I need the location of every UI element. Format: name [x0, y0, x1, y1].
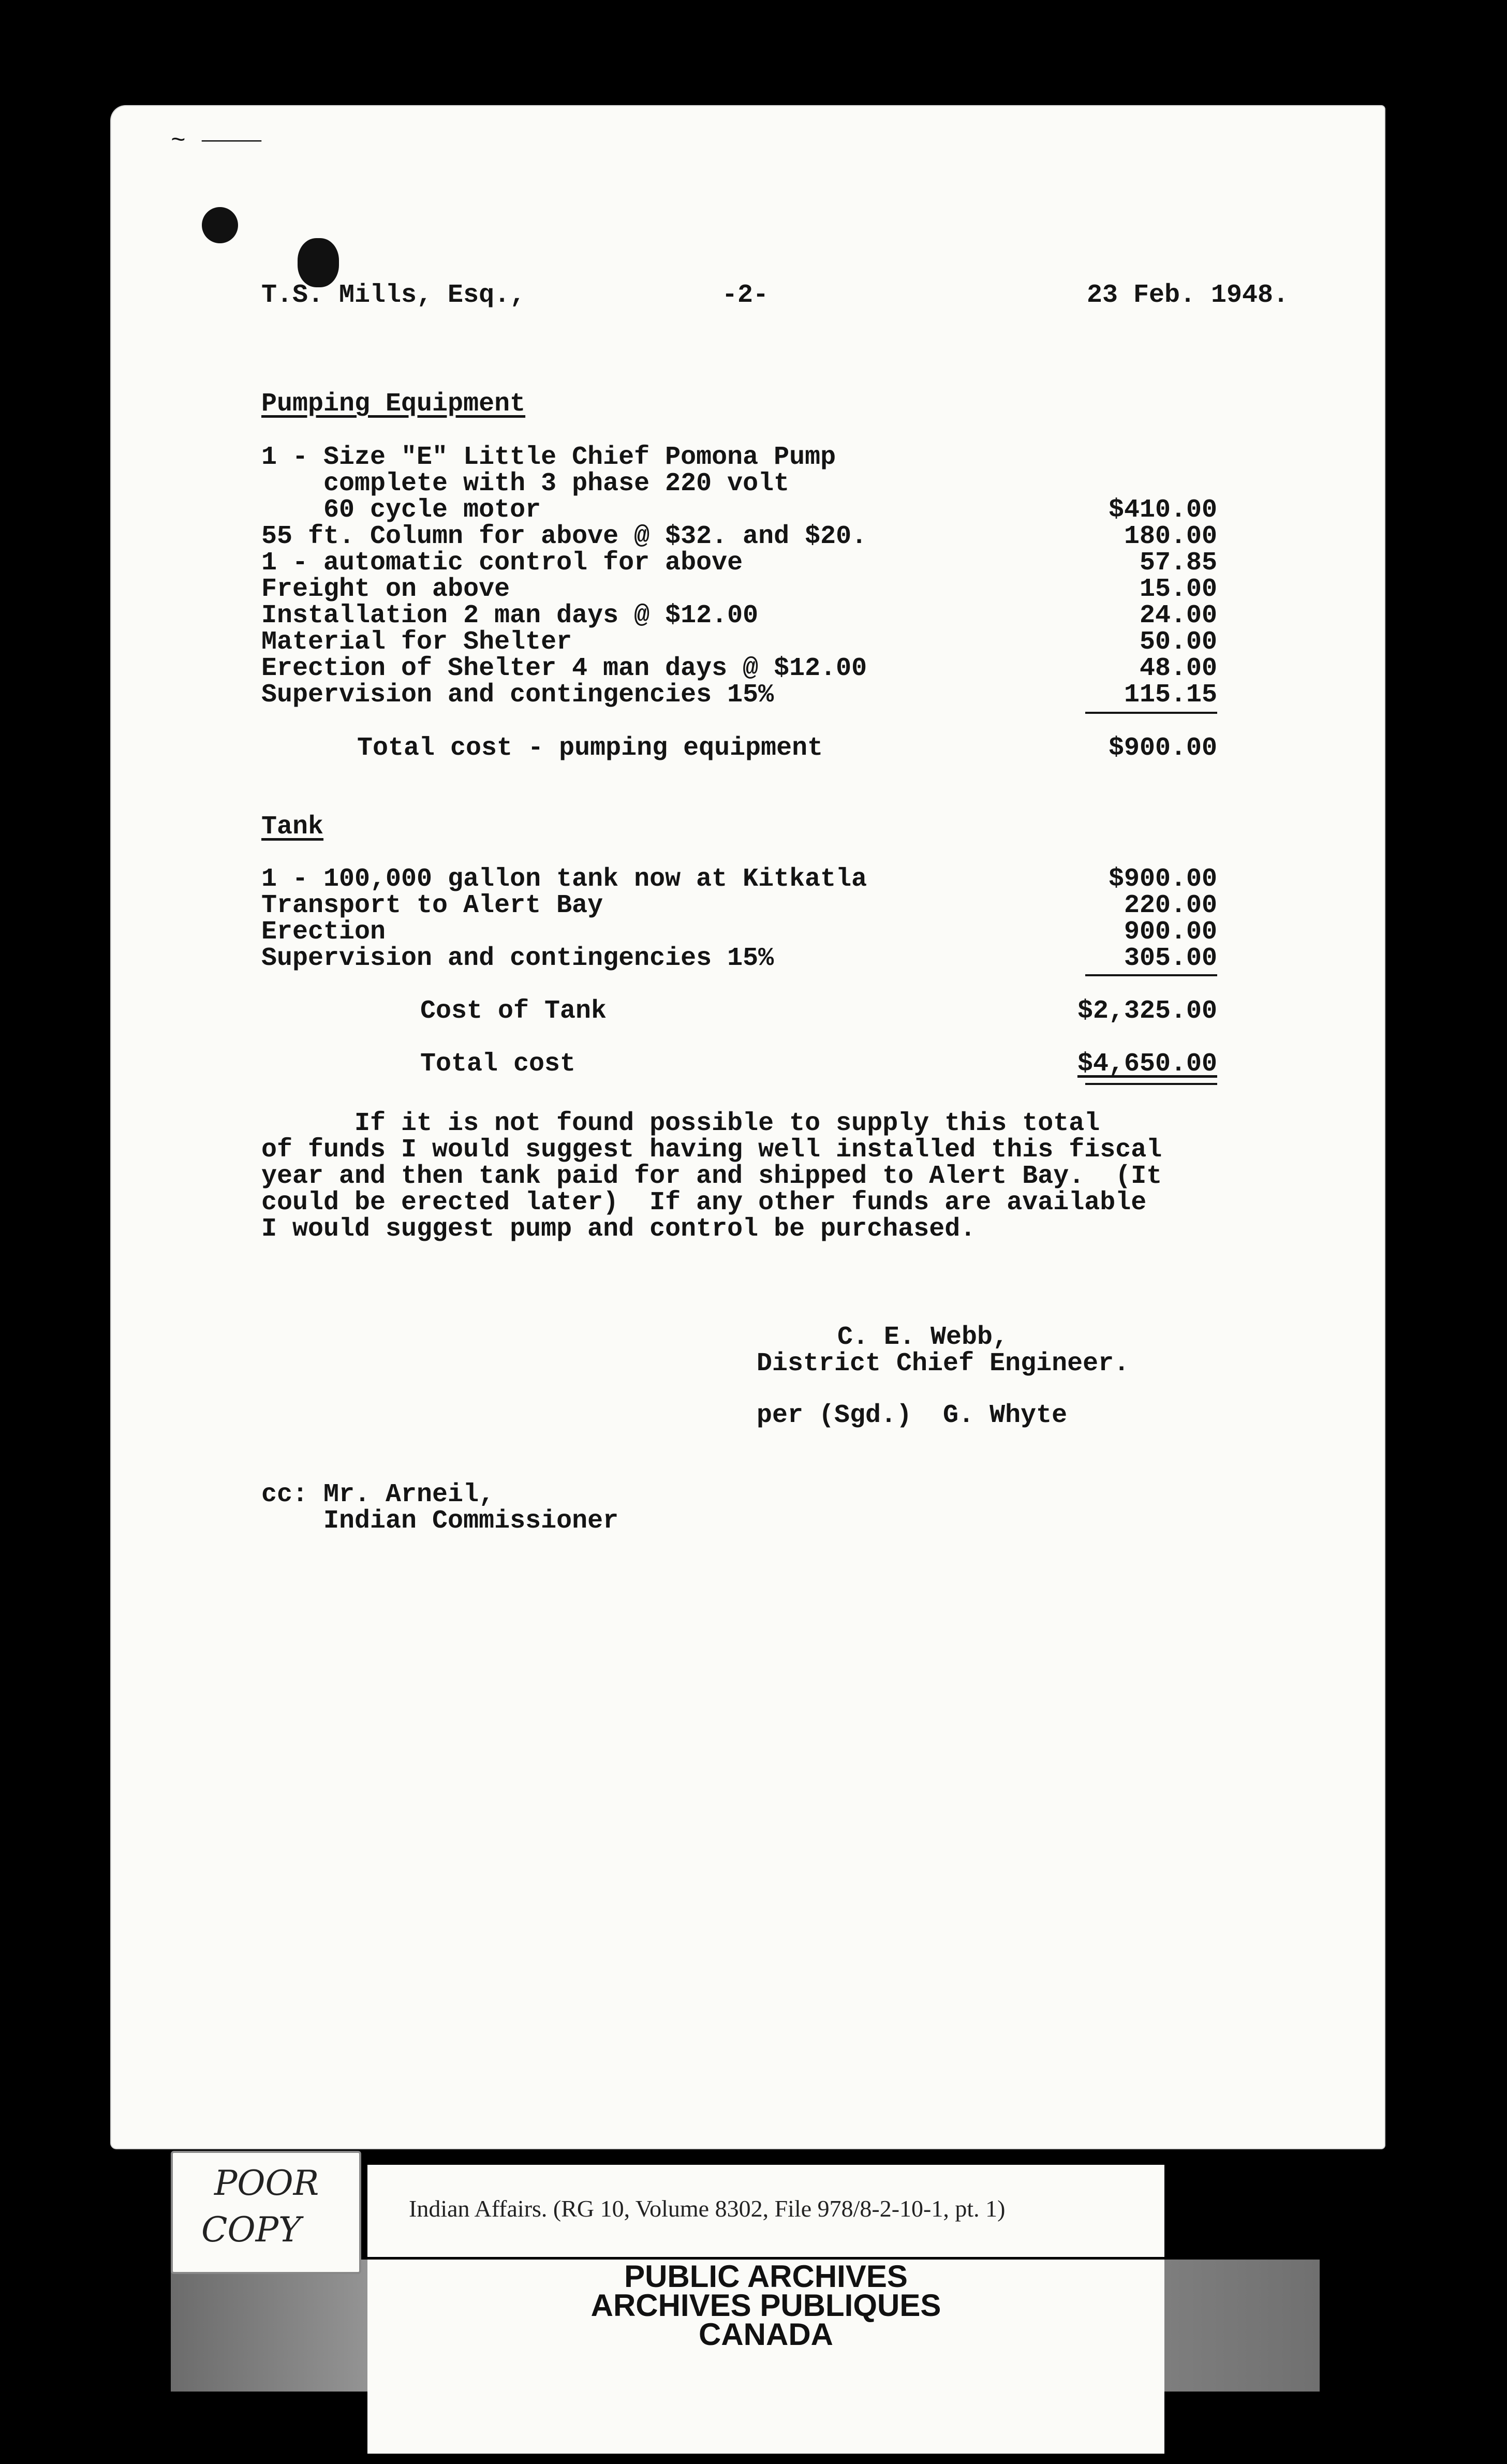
per-signature: per (Sgd.) G. Whyte — [757, 1401, 1068, 1430]
line-item-amount: 24.00 — [1139, 601, 1217, 630]
addressee: T.S. Mills, Esq., — [261, 281, 526, 310]
total-cost-label: Total cost — [420, 1049, 576, 1079]
line-item-text: Supervision and contingencies 15% — [261, 944, 774, 973]
line-item-text: 1 - Size "E" Little Chief Pomona Pump — [261, 443, 836, 472]
line-item-text: Material for Shelter — [261, 627, 572, 657]
edge-marks: ~ ⸻ — [171, 127, 263, 155]
line-item-text: complete with 3 phase 220 volt — [261, 469, 790, 498]
pumping-total-amount: $900.00 — [1108, 734, 1217, 763]
note-line-1: POOR — [214, 2163, 319, 2203]
tank-heading: Tank — [261, 812, 324, 842]
page-number: -2- — [722, 281, 769, 310]
note-line-2: COPY — [201, 2210, 301, 2250]
pumping-total-label: Total cost - pumping equipment — [357, 734, 823, 763]
line-item-amount: $900.00 — [1108, 864, 1217, 894]
line-item-amount: 115.15 — [1124, 680, 1217, 710]
line-item-amount: 57.85 — [1139, 548, 1217, 578]
archive-reference-label — [367, 2165, 1164, 2257]
archive-stamp-line: CANADA — [699, 2317, 833, 2352]
line-item-text: 60 cycle motor — [261, 495, 541, 525]
tank-subtotal-rule — [1085, 974, 1217, 976]
paragraph-line: I would suggest pump and control be purchased. — [261, 1214, 976, 1244]
handwritten-note — [171, 2151, 361, 2274]
line-item-text: 55 ft. Column for above @ $32. and $20. — [261, 522, 867, 551]
archive-stamp-line: ARCHIVES PUBLIQUES — [590, 2288, 941, 2323]
total-double-rule — [1085, 1083, 1217, 1085]
line-item-amount: 15.00 — [1139, 575, 1217, 604]
paragraph-line: If it is not found possible to supply this total — [261, 1109, 1100, 1138]
line-item-text: Installation 2 man days @ $12.00 — [261, 601, 759, 630]
line-item-text: Transport to Alert Bay — [261, 891, 603, 920]
punch-hole-mark — [298, 238, 339, 287]
paragraph-line: could be erected later) If any other funds are available — [261, 1188, 1147, 1218]
signatory-name: C. E. Webb, — [837, 1323, 1009, 1352]
line-item-amount: 305.00 — [1124, 944, 1217, 973]
line-item-amount: 220.00 — [1124, 891, 1217, 920]
line-item-amount: 900.00 — [1124, 917, 1217, 947]
line-item-text: Freight on above — [261, 575, 510, 604]
tank-cost-label: Cost of Tank — [420, 996, 607, 1026]
line-item-text: Erection of Shelter 4 man days @ $12.00 — [261, 654, 867, 683]
line-item-amount: 50.00 — [1139, 627, 1217, 657]
archive-stamp-line: PUBLIC ARCHIVES — [624, 2259, 908, 2294]
line-item-amount: 180.00 — [1124, 522, 1217, 551]
letter-date: 23 Feb. 1948. — [1087, 281, 1289, 310]
cc-line: cc: Mr. Arneil, — [261, 1480, 495, 1509]
line-item-amount: 48.00 — [1139, 654, 1217, 683]
cc-title: Indian Commissioner — [261, 1506, 619, 1536]
archive-reference: Indian Affairs. (RG 10, Volume 8302, File 978/8-2-10-1, pt. 1) — [409, 2195, 1006, 2222]
punch-hole-mark — [202, 207, 238, 243]
pumping-heading: Pumping Equipment — [261, 389, 526, 419]
total-cost-amount: $4,650.00 — [1077, 1049, 1217, 1079]
tank-cost-amount: $2,325.00 — [1077, 996, 1217, 1026]
signatory-title: District Chief Engineer. — [757, 1349, 1130, 1378]
line-item-text: 1 - automatic control for above — [261, 548, 743, 578]
line-item-text: 1 - 100,000 gallon tank now at Kitkatla — [261, 864, 867, 894]
line-item-amount: $410.00 — [1108, 495, 1217, 525]
pumping-subtotal-rule — [1085, 712, 1217, 714]
line-item-text: Supervision and contingencies 15% — [261, 680, 774, 710]
paragraph-line: year and then tank paid for and shipped to Alert Bay. (It — [261, 1162, 1162, 1191]
paragraph-line: of funds I would suggest having well installed this fiscal — [261, 1135, 1162, 1165]
archive-stamp — [367, 2259, 1164, 2352]
line-item-text: Erection — [261, 917, 386, 947]
